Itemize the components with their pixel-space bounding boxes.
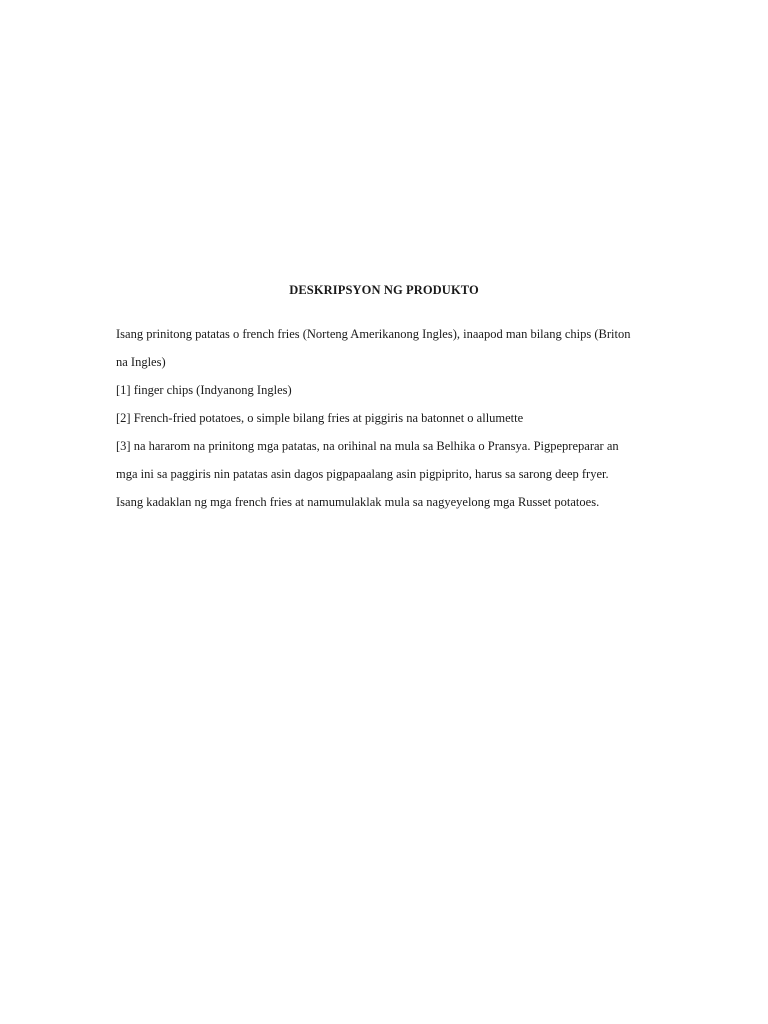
paragraph-line: Isang kadaklan ng mga french fries at namumulaklak mula sa nagyeyelong mga Russet potatoes. [116, 495, 600, 509]
paragraph-line: mga ini sa paggiris nin patatas asin dagos pigpapaalang asin pigpiprito, harus sa sarong deep fryer. [116, 467, 609, 481]
paragraph-line: [3] na hararom na prinitong mga patatas, na orihinal na mula sa Belhika o Pransya. Pigpepreparar an [116, 439, 619, 453]
document-title: DESKRIPSYON NG PRODUKTO [289, 283, 479, 297]
paragraph-line: [2] French-fried potatoes, o simple bilang fries at piggiris na batonnet o allumette [116, 411, 524, 425]
paragraph-line: na Ingles) [116, 355, 166, 369]
paragraph-line: Isang prinitong patatas o french fries (Norteng Amerikanong Ingles), inaapod man bilang chips (Briton [116, 327, 631, 341]
paragraph-line: [1] finger chips (Indyanong Ingles) [116, 383, 292, 397]
